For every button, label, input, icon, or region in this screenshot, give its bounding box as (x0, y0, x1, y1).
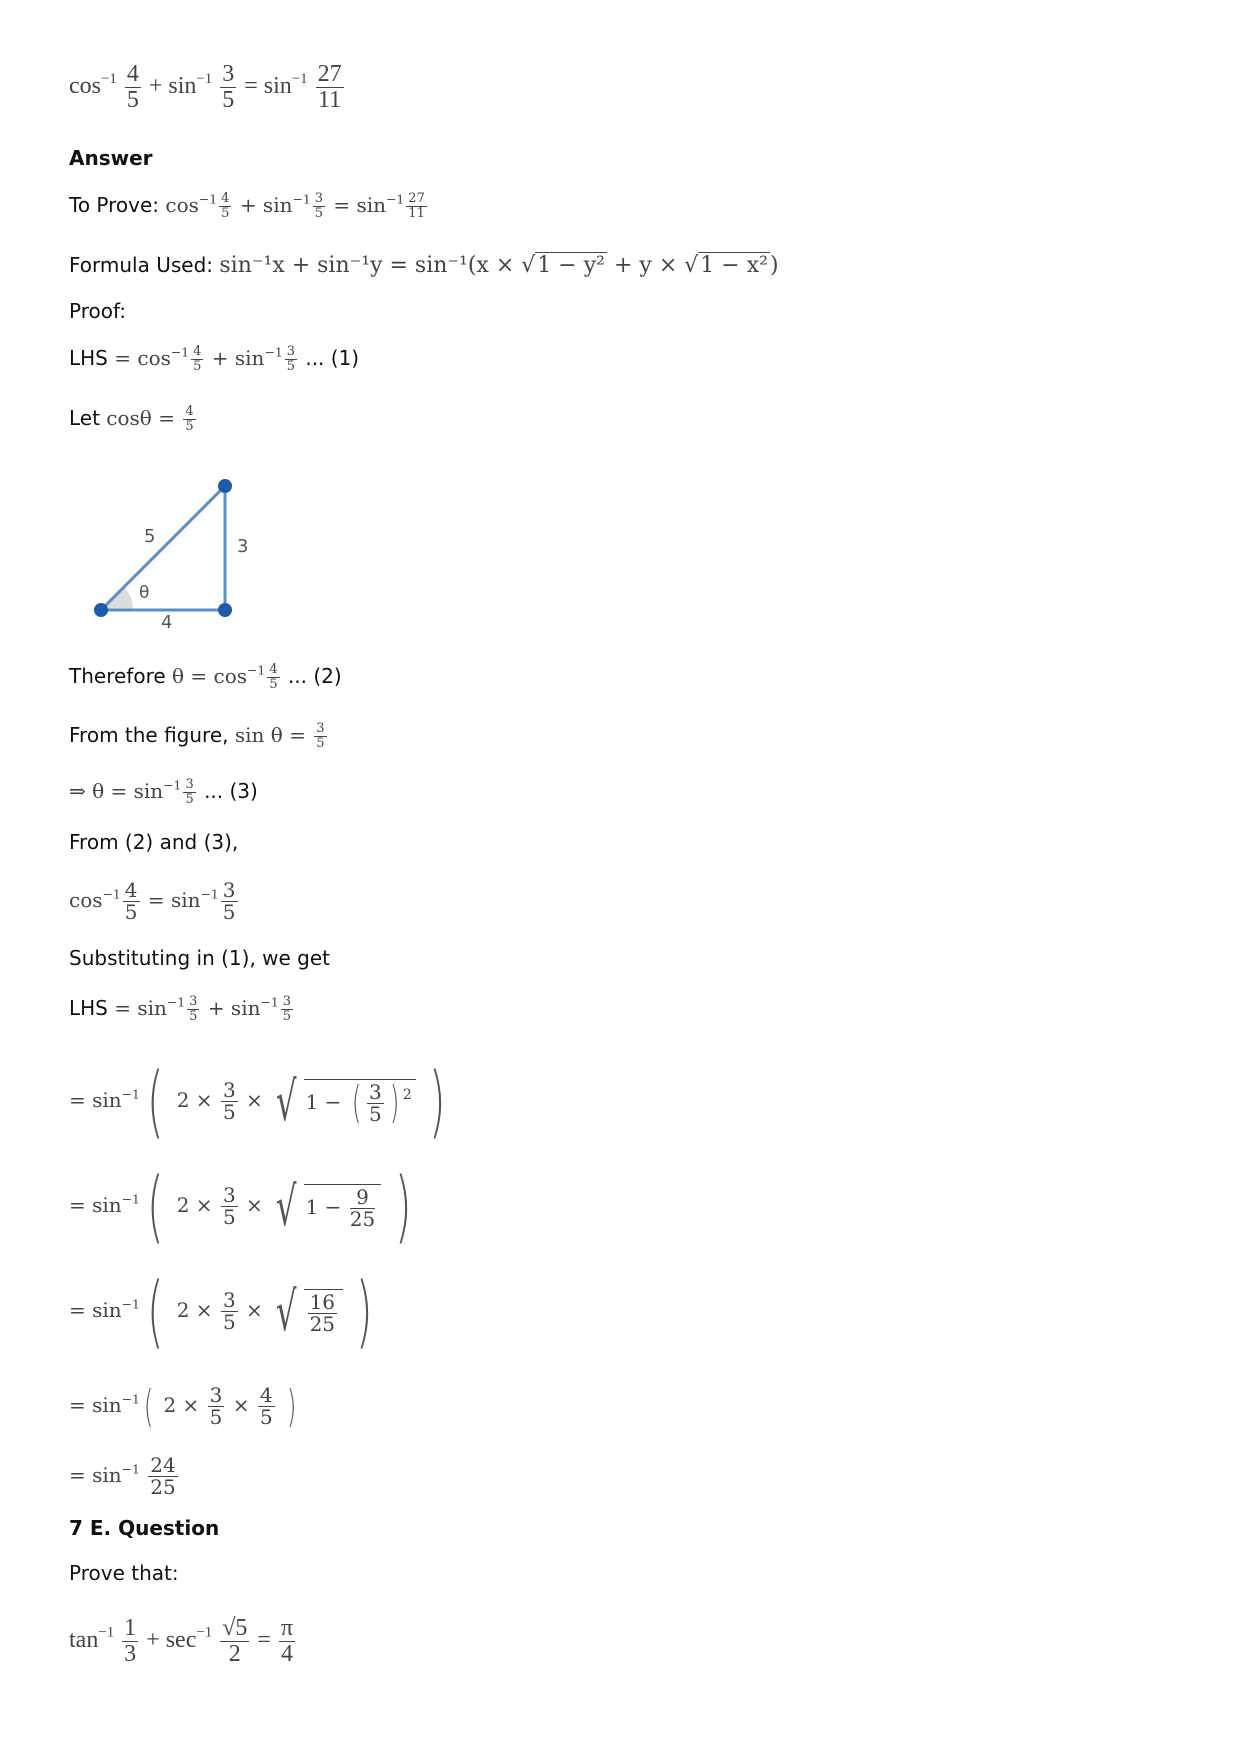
step-3: = $\sin^{-1}$( 2 × $\frac{3}{5}$ × √ $\frac{16}{25}$ ) (69, 1266, 373, 1357)
question-equation: $\tan^{-1}$ $\frac{1}{3}$ + $\sec^{-1}$ $\frac{√5}{2}$ = $\frac{\pi}{4}$ (69, 1614, 294, 1667)
answer-heading: Answer (69, 146, 153, 170)
step-4: = $\sin^{-1}$( 2 × $\frac{3}{5}$ × $\frac{4}{5}$ ) (69, 1380, 297, 1432)
step-1: = $\sin^{-1}$( 2 × $\frac{3}{5}$ × √ 1 − ( $\frac{3}{5}$ ) $^2$ ) (69, 1056, 446, 1147)
label-opposite: 3 (237, 536, 249, 557)
lhs-eq1: LHS = $\cos^{-1}$ $\frac{4}{5}$ + $\sin^{-1}$ $\frac{3}{5}$ ... (1) (69, 344, 360, 374)
triangle-vertex (218, 603, 232, 617)
to-prove-line: To Prove: $\cos^{-1}$ $\frac{4}{5}$ + $\sin^{-1}$ $\frac{3}{5}$ = $\sin^{-1}$ $\frac{27}{11}$ (69, 191, 425, 221)
label-angle: θ (139, 583, 150, 603)
step-2: = $\sin^{-1}$( 2 × $\frac{3}{5}$ × √ 1 − $\frac{9}{25}$ ) (69, 1161, 412, 1252)
label-hypotenuse: 5 (144, 526, 156, 547)
prove-that-label: Prove that: (69, 1561, 179, 1585)
formula-used-line: Formula Used: sin⁻¹x + sin⁻¹y = sin⁻¹(x × √1 − y² + y × √1 − x²) (69, 253, 779, 278)
header-equation: $\cos^{-1}$ $\frac{4}{5}$ + $\sin^{-1}$ $\frac{3}{5}$ = $\sin^{-1}$ $\frac{27}{11}$ (69, 61, 342, 114)
triangle-hypotenuse (101, 486, 225, 610)
implies-eq3: ⇒ $\theta = \sin^{-1}$ $\frac{3}{5}$ ... (3) (69, 777, 258, 807)
triangle-vertex (94, 603, 108, 617)
label-adjacent: 4 (161, 612, 173, 630)
therefore-eq2: Therefore $\theta = \cos^{-1}$ $\frac{4}{5}$ ... (2) (69, 662, 342, 692)
triangle-vertex (218, 479, 232, 493)
question-heading: 7 E. Question (69, 1516, 220, 1540)
lhs-substituted: LHS = $\sin^{-1}$ $\frac{3}{5}$ + $\sin^{-1}$ $\frac{3}{5}$ (69, 994, 292, 1024)
step-5: = $\sin^{-1}$ $\frac{24}{25}$ (69, 1453, 176, 1499)
substituting-line: Substituting in (1), we get (69, 946, 331, 970)
let-cos-theta: Let cosθ = $\frac{4}{5}$ (69, 404, 194, 434)
from-figure-line: From the figure, sin θ = $\frac{3}{5}$ (69, 721, 325, 751)
from-2-and-3: From (2) and (3), (69, 830, 239, 854)
cos-equals-sin: $\cos^{-1}$ $\frac{4}{5}$ = $\sin^{-1}$ $\frac{3}{5}$ (69, 878, 236, 924)
triangle-figure (85, 470, 265, 630)
proof-label: Proof: (69, 299, 127, 323)
